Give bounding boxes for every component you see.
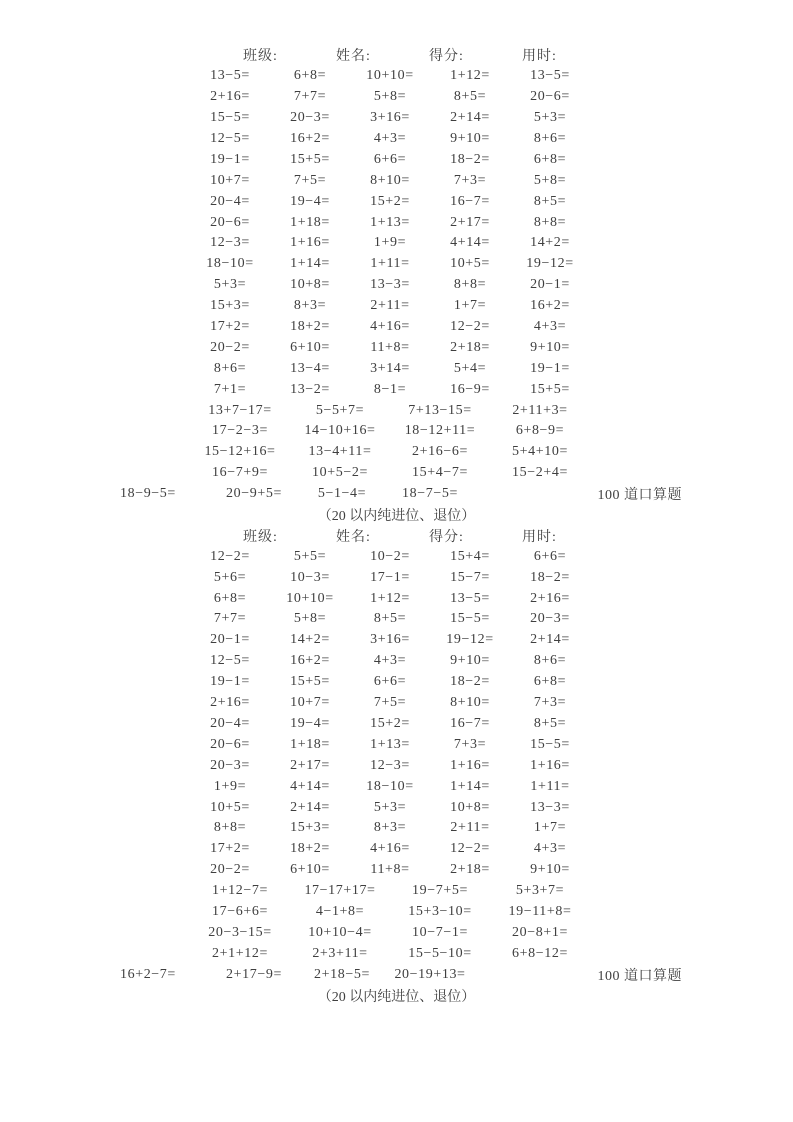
problem-row bbox=[190, 839, 590, 860]
problem-row bbox=[190, 567, 590, 588]
header-label: 得分: bbox=[429, 49, 464, 65]
problem-cell: 8+3= bbox=[373, 820, 407, 836]
problem-cell: 1+14= bbox=[290, 256, 330, 272]
problem-row bbox=[190, 609, 590, 630]
problem-cell: 1+9= bbox=[213, 778, 247, 794]
problem-cell: 4−1+8= bbox=[315, 903, 365, 919]
header-label: 班级: bbox=[243, 529, 278, 545]
problem-cell: 18−2= bbox=[450, 151, 490, 167]
problem-cell: 15−2+4= bbox=[512, 465, 568, 481]
problem-cell: 2+17= bbox=[290, 757, 330, 773]
problem-cell: 19−4= bbox=[290, 193, 330, 209]
problem-row bbox=[190, 734, 590, 755]
problem-cell: 10+7= bbox=[290, 695, 330, 711]
problem-cell: 4+3= bbox=[533, 841, 567, 857]
problem-cell: 5+3= bbox=[533, 110, 567, 126]
problem-cell: 1+11= bbox=[530, 778, 570, 794]
problem-cell: 6+10= bbox=[290, 339, 330, 355]
worksheet-section bbox=[0, 45, 793, 525]
problem-row bbox=[190, 170, 590, 191]
problem-cell: 2+11= bbox=[450, 820, 490, 836]
problem-row bbox=[190, 191, 590, 212]
problem-cell: 5+8= bbox=[293, 611, 327, 627]
worksheet-count-label: 100 道口算题 bbox=[597, 488, 682, 504]
problem-cell: 12−2= bbox=[450, 841, 490, 857]
problem-cell: 17+2= bbox=[210, 319, 250, 335]
problem-cell: 3+14= bbox=[370, 360, 410, 376]
problem-cell: 5+8= bbox=[533, 172, 567, 188]
problem-cell: 12−5= bbox=[210, 653, 250, 669]
problem-cell: 18−9−5= bbox=[120, 486, 176, 502]
problem-cell: 20−3= bbox=[530, 611, 570, 627]
problem-cell: 7+13−15= bbox=[408, 402, 472, 418]
problem-cell: 7+5= bbox=[293, 172, 327, 188]
problem-cell: 2+16= bbox=[210, 89, 250, 105]
problem-cell: 6+6= bbox=[533, 548, 567, 564]
problem-cell: 7+1= bbox=[213, 381, 247, 397]
problem-row bbox=[190, 881, 590, 902]
problem-cell: 20−6= bbox=[210, 214, 250, 230]
header-row bbox=[243, 45, 793, 66]
problem-cell: 2+17= bbox=[450, 214, 490, 230]
problem-cell: 2+11= bbox=[370, 298, 410, 314]
problem-cell: 10−2= bbox=[370, 548, 410, 564]
final-row bbox=[120, 964, 682, 985]
problem-cell: 15+5= bbox=[290, 151, 330, 167]
problem-row bbox=[190, 630, 590, 651]
problem-cell: 2+16= bbox=[530, 590, 570, 606]
problem-cell: 6+8−9= bbox=[515, 423, 565, 439]
problem-cell: 10+8= bbox=[290, 277, 330, 293]
problem-cell: 8+8= bbox=[453, 277, 487, 293]
problem-cell: 2+14= bbox=[450, 110, 490, 126]
problem-cell: 5+3+7= bbox=[515, 883, 565, 899]
problem-cell: 15+4−7= bbox=[412, 465, 468, 481]
problem-cell: 7+3= bbox=[533, 695, 567, 711]
section-caption: （20 以内纯进位、退位） bbox=[317, 989, 476, 1005]
problem-row bbox=[190, 442, 590, 463]
problem-cell: 13−5= bbox=[210, 68, 250, 84]
problem-cell: 13−3= bbox=[530, 799, 570, 815]
problem-cell: 13−5= bbox=[450, 590, 490, 606]
problem-cell: 19−1= bbox=[530, 360, 570, 376]
problem-row bbox=[190, 87, 590, 108]
problem-cell: 2+18= bbox=[450, 339, 490, 355]
problem-cell: 9+10= bbox=[450, 653, 490, 669]
problem-cell: 5+5= bbox=[293, 548, 327, 564]
problem-row bbox=[190, 400, 590, 421]
problem-cell: 19−11+8= bbox=[508, 903, 572, 919]
problem-row bbox=[190, 149, 590, 170]
problem-row bbox=[190, 212, 590, 233]
problem-row bbox=[190, 421, 590, 442]
problem-cell: 8+10= bbox=[370, 172, 410, 188]
problem-cell: 17−17+17= bbox=[304, 883, 376, 899]
header-label: 用时: bbox=[522, 529, 557, 545]
problem-cell: 5−5+7= bbox=[315, 402, 365, 418]
header-label: 得分: bbox=[429, 529, 464, 545]
problem-cell: 17−1= bbox=[370, 569, 410, 585]
problem-cell: 1+13= bbox=[370, 214, 410, 230]
section-caption-row bbox=[0, 985, 793, 1006]
problem-cell: 4+3= bbox=[373, 131, 407, 146]
problem-cell: 20−2= bbox=[210, 862, 250, 878]
problem-row bbox=[190, 546, 590, 567]
problem-cell: 10+5= bbox=[450, 256, 490, 272]
problem-cell: 3+16= bbox=[370, 110, 410, 126]
problem-cell: 8+8= bbox=[533, 214, 567, 230]
problem-cell: 18−10= bbox=[366, 778, 414, 794]
problem-cell: 16+2= bbox=[290, 131, 330, 146]
problem-cell: 10−3= bbox=[290, 569, 330, 585]
problem-cell: 18+2= bbox=[290, 319, 330, 335]
problem-cell: 5+6= bbox=[213, 569, 247, 585]
problem-cell: 2+14= bbox=[530, 632, 570, 648]
problem-row bbox=[190, 922, 590, 943]
section-caption: （20 以内纯进位、退位） bbox=[317, 509, 476, 525]
problem-cell: 12−2= bbox=[210, 548, 250, 564]
problem-cell: 1+9= bbox=[373, 235, 407, 251]
problem-cell: 18−2= bbox=[450, 674, 490, 690]
problem-row bbox=[190, 254, 590, 275]
problem-row bbox=[190, 588, 590, 609]
problem-cell: 5+4= bbox=[453, 360, 487, 376]
problem-cell: 5−1−4= bbox=[317, 486, 367, 502]
problem-cell: 20−3= bbox=[210, 757, 250, 773]
problem-cell: 8−1= bbox=[373, 381, 407, 397]
problem-cell: 20−4= bbox=[210, 193, 250, 209]
problem-cell: 15−7= bbox=[450, 569, 490, 585]
problem-row bbox=[190, 860, 590, 881]
problem-cell: 6+8= bbox=[213, 590, 247, 606]
problem-row bbox=[190, 776, 590, 797]
problem-cell: 6+6= bbox=[373, 151, 407, 167]
problem-cell: 2+3+11= bbox=[312, 945, 368, 961]
problem-cell: 20−1= bbox=[210, 632, 250, 648]
problem-cell: 6+8−12= bbox=[512, 945, 568, 961]
problem-cell: 6+8= bbox=[533, 151, 567, 167]
problem-cell: 2+18−5= bbox=[314, 966, 370, 982]
problem-row bbox=[190, 818, 590, 839]
problem-cell: 13−2= bbox=[290, 381, 330, 397]
problem-cell: 1+11= bbox=[370, 256, 410, 272]
problem-cell: 14+2= bbox=[530, 235, 570, 251]
problem-cell: 14+2= bbox=[290, 632, 330, 648]
header-label: 班级: bbox=[243, 49, 278, 65]
problem-cell: 15+3−10= bbox=[408, 903, 472, 919]
problem-cell: 2+18= bbox=[450, 862, 490, 878]
problem-cell: 6+6= bbox=[373, 674, 407, 690]
problem-cell: 9+10= bbox=[530, 862, 570, 878]
problem-cell: 15−5= bbox=[450, 611, 490, 627]
problem-cell: 17−6+6= bbox=[212, 903, 268, 919]
problem-row bbox=[190, 108, 590, 129]
problem-row bbox=[190, 693, 590, 714]
header-label: 姓名: bbox=[336, 529, 371, 545]
worksheet-count-label: 100 道口算题 bbox=[597, 968, 682, 984]
problem-cell: 2+16−6= bbox=[412, 444, 468, 460]
problem-cell: 7+3= bbox=[453, 172, 487, 188]
problem-cell: 6+10= bbox=[290, 862, 330, 878]
header-label: 姓名: bbox=[336, 49, 371, 65]
problem-row bbox=[190, 337, 590, 358]
problem-cell: 15−5= bbox=[210, 110, 250, 126]
problem-cell: 18−12+11= bbox=[404, 423, 476, 439]
problem-row bbox=[190, 902, 590, 923]
problem-cell: 16+2−7= bbox=[120, 966, 176, 982]
problem-cell: 4+16= bbox=[370, 841, 410, 857]
problem-cell: 8+3= bbox=[293, 298, 327, 314]
problem-cell: 16+2= bbox=[530, 298, 570, 314]
problem-cell: 20−9+5= bbox=[226, 486, 282, 502]
problem-cell: 20−19+13= bbox=[394, 966, 466, 982]
problem-row bbox=[190, 714, 590, 735]
problem-cell: 13−4+11= bbox=[308, 444, 372, 460]
problem-cell: 20−2= bbox=[210, 339, 250, 355]
problem-cell: 2+11+3= bbox=[512, 402, 568, 418]
problem-cell: 19−1= bbox=[210, 674, 250, 690]
problem-cell: 17+2= bbox=[210, 841, 250, 857]
problem-cell: 12−3= bbox=[370, 757, 410, 773]
problem-row bbox=[190, 651, 590, 672]
problem-cell: 7+3= bbox=[453, 736, 487, 752]
problem-cell: 19−7+5= bbox=[412, 883, 468, 899]
problem-cell: 4+16= bbox=[370, 319, 410, 335]
problem-cell: 9+10= bbox=[450, 131, 490, 146]
problem-cell: 19−4= bbox=[290, 715, 330, 731]
problem-cell: 10+5= bbox=[210, 799, 250, 815]
problem-cell: 15+5= bbox=[290, 674, 330, 690]
section-caption-row bbox=[0, 505, 793, 526]
problem-cell: 13−4= bbox=[290, 360, 330, 376]
problem-cell: 13−3= bbox=[370, 277, 410, 293]
problem-cell: 15+2= bbox=[370, 193, 410, 209]
problem-cell: 12−5= bbox=[210, 131, 250, 146]
problem-cell: 8+5= bbox=[373, 611, 407, 627]
problem-cell: 16−7= bbox=[450, 193, 490, 209]
worksheet-section bbox=[0, 525, 793, 1005]
problem-cell: 15+3= bbox=[210, 298, 250, 314]
problem-cell: 18−2= bbox=[530, 569, 570, 585]
problem-cell: 18+2= bbox=[290, 841, 330, 857]
problem-cell: 1+16= bbox=[530, 757, 570, 773]
problem-cell: 15+2= bbox=[370, 715, 410, 731]
problem-cell: 15+3= bbox=[290, 820, 330, 836]
problem-cell: 7+7= bbox=[213, 611, 247, 627]
problem-row bbox=[190, 463, 590, 484]
problem-cell: 12−3= bbox=[210, 235, 250, 251]
problem-cell: 5+3= bbox=[373, 799, 407, 815]
problem-cell: 20−1= bbox=[530, 277, 570, 293]
problem-cell: 20−6= bbox=[210, 736, 250, 752]
problem-cell: 19−12= bbox=[526, 256, 574, 272]
problem-cell: 5+3= bbox=[213, 277, 247, 293]
problem-cell: 8+6= bbox=[533, 131, 567, 146]
problem-cell: 19−1= bbox=[210, 151, 250, 167]
problem-cell: 20−3−15= bbox=[208, 924, 272, 940]
problem-cell: 8+5= bbox=[533, 193, 567, 209]
problem-cell: 1+16= bbox=[290, 235, 330, 251]
problem-cell: 10+7= bbox=[210, 172, 250, 188]
problem-cell: 9+10= bbox=[530, 339, 570, 355]
problem-cell: 11+8= bbox=[370, 339, 410, 355]
problem-cell: 1+16= bbox=[450, 757, 490, 773]
problem-cell: 20−3= bbox=[290, 110, 330, 126]
problem-cell: 1+7= bbox=[453, 298, 487, 314]
problem-cell: 13+7−17= bbox=[208, 402, 272, 418]
problem-row bbox=[190, 233, 590, 254]
problem-row bbox=[190, 66, 590, 87]
problem-cell: 2+17−9= bbox=[226, 966, 282, 982]
problem-cell: 2+16= bbox=[210, 695, 250, 711]
problem-row bbox=[190, 129, 590, 150]
problem-cell: 10+10= bbox=[366, 68, 414, 84]
problem-row bbox=[190, 275, 590, 296]
final-row bbox=[120, 484, 682, 505]
problem-cell: 10−7−1= bbox=[412, 924, 468, 940]
problem-cell: 10+10= bbox=[286, 590, 334, 606]
problem-cell: 15−5= bbox=[530, 736, 570, 752]
problem-row bbox=[190, 317, 590, 338]
problem-row bbox=[190, 358, 590, 379]
problem-cell: 10+8= bbox=[450, 799, 490, 815]
problem-cell: 15−5−10= bbox=[408, 945, 472, 961]
problem-cell: 16−7= bbox=[450, 715, 490, 731]
problem-cell: 6+8= bbox=[293, 68, 327, 84]
problem-cell: 4+14= bbox=[450, 235, 490, 251]
problem-cell: 2+14= bbox=[290, 799, 330, 815]
problem-cell: 4+3= bbox=[373, 653, 407, 669]
header-row bbox=[243, 525, 793, 546]
problem-cell: 5+8= bbox=[373, 89, 407, 105]
header-label: 用时: bbox=[522, 49, 557, 65]
problem-cell: 1+12−7= bbox=[212, 883, 268, 899]
problem-row bbox=[190, 943, 590, 964]
problem-cell: 7+7= bbox=[293, 89, 327, 105]
problem-cell: 3+16= bbox=[370, 632, 410, 648]
problem-cell: 10+5−2= bbox=[312, 465, 368, 481]
problem-cell: 16+2= bbox=[290, 653, 330, 669]
problem-cell: 15−12+16= bbox=[204, 444, 276, 460]
problem-cell: 10+10−4= bbox=[308, 924, 372, 940]
problem-cell: 2+1+12= bbox=[212, 945, 268, 961]
problem-cell: 1+18= bbox=[290, 214, 330, 230]
problem-cell: 8+8= bbox=[213, 820, 247, 836]
problem-cell: 1+12= bbox=[450, 68, 490, 84]
problem-cell: 5+4+10= bbox=[512, 444, 568, 460]
problem-cell: 11+8= bbox=[370, 862, 410, 878]
problem-cell: 16−9= bbox=[450, 381, 490, 397]
problem-cell: 15+4= bbox=[450, 548, 490, 564]
problem-cell: 1+18= bbox=[290, 736, 330, 752]
problem-cell: 17−2−3= bbox=[212, 423, 268, 439]
problem-row bbox=[190, 379, 590, 400]
problem-cell: 4+14= bbox=[290, 778, 330, 794]
problem-cell: 12−2= bbox=[450, 319, 490, 335]
problem-cell: 1+14= bbox=[450, 778, 490, 794]
problem-cell: 20−6= bbox=[530, 89, 570, 105]
problem-cell: 6+8= bbox=[533, 674, 567, 690]
problem-cell: 16−7+9= bbox=[212, 465, 268, 481]
problem-cell: 1+13= bbox=[370, 736, 410, 752]
problem-cell: 20−8+1= bbox=[512, 924, 568, 940]
problem-cell: 8+10= bbox=[450, 695, 490, 711]
problem-cell: 8+6= bbox=[533, 653, 567, 669]
problem-row bbox=[190, 296, 590, 317]
problem-cell: 8+6= bbox=[213, 360, 247, 376]
problem-cell: 19−12= bbox=[446, 632, 494, 648]
problem-row bbox=[190, 797, 590, 818]
problem-cell: 7+5= bbox=[373, 695, 407, 711]
problem-cell: 15+5= bbox=[530, 381, 570, 397]
problem-cell: 20−4= bbox=[210, 715, 250, 731]
problem-cell: 1+7= bbox=[533, 820, 567, 836]
problem-cell: 14−10+16= bbox=[304, 423, 376, 439]
problem-cell: 8+5= bbox=[533, 715, 567, 731]
problem-cell: 13−5= bbox=[530, 68, 570, 84]
problem-cell: 1+12= bbox=[370, 590, 410, 606]
problem-row bbox=[190, 672, 590, 693]
problem-cell: 18−7−5= bbox=[402, 486, 458, 502]
problem-cell: 8+5= bbox=[453, 89, 487, 105]
problem-row bbox=[190, 755, 590, 776]
problem-cell: 18−10= bbox=[206, 256, 254, 272]
problem-cell: 4+3= bbox=[533, 319, 567, 335]
